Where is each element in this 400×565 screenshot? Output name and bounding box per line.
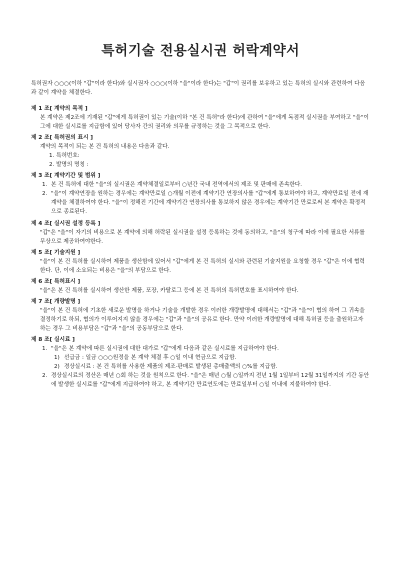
list-number: 1): [54, 355, 60, 362]
list-text: 선급금 : 일금 ○○○원정을 본 계약 체결 후 ○일 이내 현금으로 지급함.: [64, 355, 237, 362]
list-text: 경상실시료 : 본 건 특허를 사용한 제품의 제조·판매로 발생된 총매출액의 ○%를 지급함.: [64, 364, 278, 371]
article-2: [31, 134, 370, 170]
list-text: 본 건 특허에 대한 "을"의 실시권은 계약체결일로부터 ○년간 국내 전역에서의 제조 및 판매에 존속한다.: [51, 182, 303, 189]
list-item: [31, 372, 370, 390]
list-number: 1.: [42, 346, 48, 353]
list-item: [31, 190, 370, 217]
article-4: [31, 220, 370, 247]
article-body: "을"이 본 건 특허에 기초한 새로운 발명을 하거나 기술을 개발한 경우 이러한 개량발명에 대해서는 "갑"과 "을"이 협의 하여 그 귀속을 결정하기로 하되, 협의가 이루어지지 않을 경우에는 "갑"과 "을"의 공유로 한다. 만약 이러한 개량발명에 대해 특허권 등을 출원하고자 하는 경우 그 비용부담은 "갑"과 "을"의 공동부담으로 한다.: [40, 307, 365, 333]
article-body: "갑"은 "을"이 자기의 비용으로 본 계약에 의해 허락된 실시권을 설정 등록하는 것에 동의하고, "을"의 청구에 따라 이에 필요한 서류를 무상으로 제공하여야한다.: [40, 229, 365, 245]
list-item: [31, 345, 370, 354]
article-7: [31, 298, 370, 334]
article-heading: 제 3 조[ 계약기간 및 범위 ]: [31, 173, 101, 180]
article-8: [31, 336, 370, 390]
list-number: 2): [54, 364, 60, 371]
list-number: 1.: [42, 182, 48, 189]
list-number: 2.: [42, 191, 48, 198]
article-heading: 제 4 조[ 실시권 설정 등록 ]: [31, 220, 101, 227]
article-5: [31, 249, 370, 276]
article-1: [31, 105, 370, 132]
article-6: [31, 278, 370, 296]
list-item: [31, 181, 370, 190]
article-heading: 제 7 조[ 개량발명 ]: [31, 298, 81, 305]
list-item: 1. 특허번호:: [49, 153, 80, 160]
article-3: [31, 172, 370, 217]
article-heading: 제 6 조[ 특허표시 ]: [31, 278, 81, 285]
article-body: "을"은 본 건 특허를 실시하여 생산한 제품, 포장, 카탈로그 등에 본 건 특허의 특허번호를 표시하여야 한다.: [40, 287, 299, 294]
list-number: 2.: [42, 373, 48, 380]
list-text: 경상실시료의 정산은 매년 ○회 하는 것을 원칙으로 한다. "을"은 매년 ○월 ○일까지 전년 1월 1일부터 12월 31일까지의 기간 동안에 발생한 실시료를 "갑"에게 지급하여야 하고, 본 계약기간 만료연도에는 만료일부터 ○일 이내에 지불하여야 한다.: [51, 373, 370, 389]
article-body: 본 계약은 제2조에 기재된 "갑"에게 특허권이 있는 기술(이하 "본 건 특허"라 한다)에 관하여 "을"에게 독점적 실시권을 부여하고 "을"이 그에 대한 실시료를 지급함에 있어 당사자 간의 권리와 의무를 규정하는 것을 그 목적으로 한다.: [40, 114, 369, 131]
list-item: 2. 발명의 명칭 :: [49, 162, 89, 169]
sub-list-item: [31, 354, 370, 363]
article-heading: 제 1 조[ 계약의 목적 ]: [31, 105, 88, 112]
article-body: "을"이 본 건 특허를 실시하여 제품을 생산함에 있어서 "갑"에게 본 건 특허의 실시와 관련된 기술지원을 요청할 경우 "갑"은 이에 협력한다. 단, 이에 소요되는 비용은 "을"의 부담으로 한다.: [40, 258, 365, 274]
document-title: 특허기술 전용실시권 허락계약서: [101, 43, 300, 59]
sub-list-item: [31, 363, 370, 372]
article-heading: 제 5 조[ 기술지원 ]: [31, 249, 81, 256]
list-text: "을"은 본 계약에 따른 실시권에 대한 대가로 "갑"에게 다음과 같은 실시료를 지급하여야 한다.: [51, 346, 279, 353]
article-body: 계약의 목적이 되는 본 건 특허의 내용은 다음과 같다.: [40, 144, 170, 151]
list-text: "을"이 계약연장을 원하는 경우에는 계약만료일 ○개월 이전에 계약기간 연장의사를 "갑"에게 통보하여야 하고, 계약만료일 전에 재계약을 체결하여야 한다. "을"이 정해진 기간에 계약기간 연장의사를 통보하지 않은 경우에는 계약기간 만료로써 본 계약은 확정적으로 종료된다.: [51, 191, 369, 216]
article-heading: 제 2 조[ 특허권의 표시 ]: [31, 135, 93, 142]
intro-paragraph: 특허권자 ○○○(이하 "갑"이라 한다)와 실시권자 ○○○(이하 "을"이라 한다)는 "갑"이 권리를 보유하고 있는 특허의 실시와 관련하여 다음과 같이 계약을 체결한다.: [31, 80, 366, 96]
article-heading: 제 8 조[ 실시료 ]: [31, 337, 75, 344]
